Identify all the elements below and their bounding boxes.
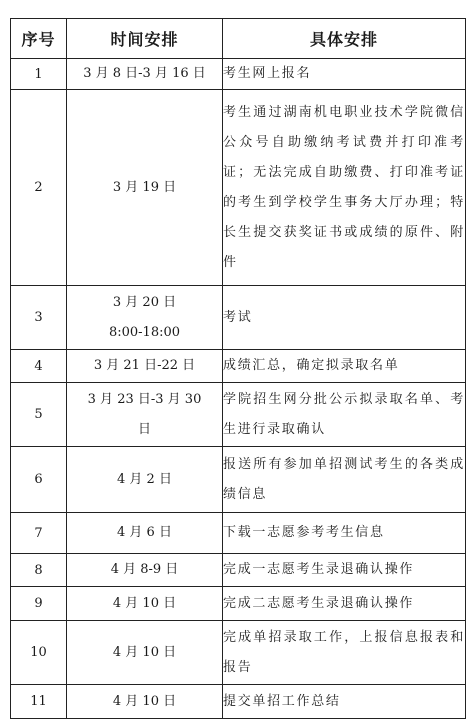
header-detail: 具体安排 (223, 19, 466, 59)
row-number: 3 (11, 286, 67, 350)
row-number: 7 (11, 513, 67, 554)
table-row (11, 554, 466, 587)
table-row (11, 685, 466, 719)
row-number: 2 (11, 90, 67, 286)
row-number: 5 (11, 383, 67, 447)
row-time: 4 月 8-9 日 (67, 554, 223, 587)
row-detail: 成绩汇总，确定拟录取名单 (223, 350, 466, 383)
schedule-body (11, 59, 466, 719)
row-number: 11 (11, 685, 67, 719)
row-time: 3 月 23 日-3 月 30 日 (67, 383, 223, 447)
table-row (11, 621, 466, 685)
row-time: 4 月 2 日 (67, 447, 223, 513)
row-detail: 考试 (223, 286, 466, 350)
row-detail: 报送所有参加单招测试考生的各类成绩信息 (223, 447, 466, 513)
row-time: 3 月 8 日-3 月 16 日 (67, 59, 223, 90)
row-detail: 完成单招录取工作，上报信息报表和报告 (223, 621, 466, 685)
row-detail: 完成二志愿考生录退确认操作 (223, 587, 466, 621)
row-number: 1 (11, 59, 67, 90)
table-row (11, 90, 466, 286)
row-number: 8 (11, 554, 67, 587)
header-time: 时间安排 (67, 19, 223, 59)
table-row (11, 513, 466, 554)
row-number: 6 (11, 447, 67, 513)
row-detail: 考生通过湖南机电职业技术学院微信公众号自助缴纳考试费并打印准考证；无法完成自助缴费、打印准考证的考生到学校学生事务大厅办理；特长生提交获奖证书或成绩的原件、附件 (223, 90, 466, 286)
header-no: 序号 (11, 19, 67, 59)
row-time: 3 月 19 日 (67, 90, 223, 286)
table-row (11, 350, 466, 383)
header-row (11, 19, 466, 59)
row-time: 3 月 21 日-22 日 (67, 350, 223, 383)
row-detail: 学院招生网分批公示拟录取名单、考生进行录取确认 (223, 383, 466, 447)
row-detail: 考生网上报名 (223, 59, 466, 90)
schedule-table (10, 18, 466, 719)
row-number: 4 (11, 350, 67, 383)
row-number: 10 (11, 621, 67, 685)
table-row (11, 59, 466, 90)
row-time: 4 月 6 日 (67, 513, 223, 554)
row-detail: 下载一志愿参考考生信息 (223, 513, 466, 554)
table-row (11, 447, 466, 513)
row-time: 3 月 20 日 8:00-18:00 (67, 286, 223, 350)
table-row (11, 286, 466, 350)
row-number: 9 (11, 587, 67, 621)
row-time: 4 月 10 日 (67, 621, 223, 685)
table-row (11, 383, 466, 447)
row-detail: 完成一志愿考生录退确认操作 (223, 554, 466, 587)
row-time: 4 月 10 日 (67, 587, 223, 621)
row-time: 4 月 10 日 (67, 685, 223, 719)
table-row (11, 587, 466, 621)
row-detail: 提交单招工作总结 (223, 685, 466, 719)
